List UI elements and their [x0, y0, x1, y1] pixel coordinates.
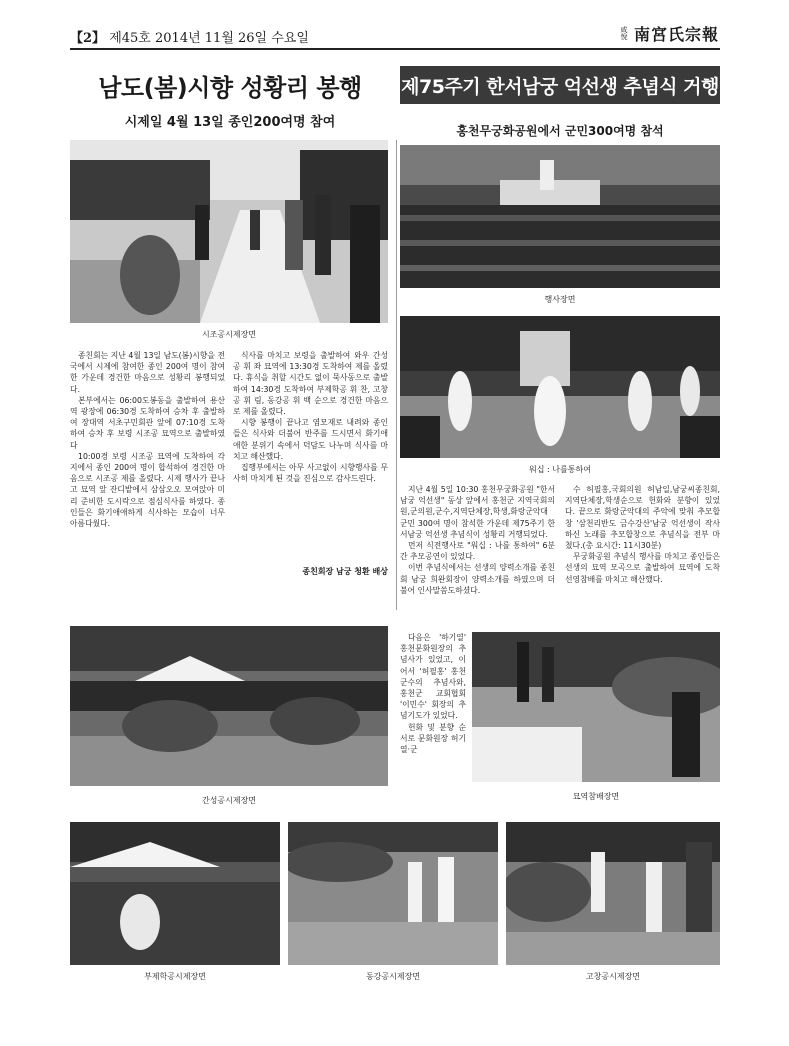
- right-article-col2: 수 허필홍,국회의원 허남일,남궁씨종친회,지역단체장,학생순으로 헌화와 분향이 있었다. 끝으로 화랑군악대의 주악에 맞춰 추모합창 '삼천리반도 금수강산'남궁 억선생이 작사하신 노래를 추모합창으로 추념식을 전부 마쳤다.(총 요시간: 11시30분) 무궁화공원 추념식 행사를 마치고 종인들은 선생의 묘역 모곡으로 출발하여 묘역에 도착 선영참배를 마치고 해산했다.: [565, 485, 720, 584]
- caption-bujehakgong: 부제학공시제장면: [144, 972, 206, 981]
- column-divider: [396, 140, 397, 610]
- right-article-narrow-col: 다음은 '하기열' 홍천문화원장의 추념사가 있었고, 이어서 '허필홍' 홍천군수의 추념사와, 홍천군 교회협회 '이민수' 회장의 추념기도가 있었다. 헌화 및 분향 순서로 문화원장 허기열·군: [400, 633, 466, 755]
- caption-donggangong: 동강공시제장면: [365, 972, 421, 981]
- left-article-title: 남도(봄)시향 성황리 봉행: [98, 74, 362, 102]
- left-article-subtitle: 시제일 4월 13일 종인200여명 참여: [124, 115, 336, 130]
- issue-date: 2014년 11월 26일 수요일: [155, 31, 309, 46]
- photo-sijogong-ceremony: [70, 140, 388, 323]
- photo-bujehakgong-ceremony: [70, 822, 280, 965]
- right-article-col1: 지난 4월 5일 10:30 홍천무궁화공원 "한서남궁 억선생" 동상 앞에서 홍천군 지역국회의원,군의원,군수,지역단체장,학생,화랑군악대 군민 300여 명이 참석한 가운데 제75주기 한서남궁 억선생 추념식이 성황리 거행되었다. 먼저 식전행사로 "워십 : 나를 통하여" 6분간 추모공연이 있었다. 이번 추념식에서는 선생의 양력소개를 종친회 남궁 희완회장이 양력소개를 하였으며 더불어 인사말씀도하셨다.: [400, 485, 555, 595]
- left-article-col1: 종친회는 지난 4월 13일 남도(봄)시향을 전국에서 시제에 참여한 종인 200여 명이 참여한 가운데 경건한 마음으로 성황리 봉행되었다. 본부에서는 06:00도봉동을 출발하여 용산역 광장에 06:30경 도착하여 승차 후 출발하여 장대역 서초구민회관 앞에 07:10경 도착하여 승차 후 보령 시조공 묘역으로 출발하였다 10:00경 보령 시조공 묘역에 도착하여 각지에서 종인 200여 명이 합석하여 경건한 마음으로 시조공 제를 올렸다. 시제 행사가 끝나고 묘역 앞 잔디밭에서 삼삼오오 모여앉아 미리 준비한 도시락으로 점심식사를 하였다. 종인들은 화기애애하게 식사하는 모습이 너무 아름다웠다.: [70, 351, 225, 529]
- masthead-seal: 咸 悅: [620, 25, 628, 41]
- caption-worship: 워십 : 나를통하여: [529, 465, 591, 474]
- caption-gochanggong: 고창공시제장면: [585, 972, 641, 981]
- photo-gochanggong-ceremony: [506, 822, 720, 965]
- photo-donggangong-ceremony: [288, 822, 498, 965]
- header-divider: [70, 48, 720, 50]
- page-header-info: [70, 27, 309, 46]
- photo-worship-dance: [400, 316, 720, 458]
- photo-ganseonggong-ceremony: [70, 626, 388, 786]
- right-article-subtitle: 홍천무궁화공원에서 군민300여명 참석: [456, 124, 664, 138]
- masthead: [620, 22, 719, 45]
- caption-grave-visit: 묘역참배장면: [572, 792, 620, 801]
- issue-number: 제45호: [109, 31, 151, 46]
- photo-grave-visit: [472, 632, 720, 782]
- caption-event-scene: 행사장면: [544, 295, 576, 304]
- left-article-col2: 식사를 마치고 보령을 출발하여 와우 간성공 휘 좌 묘역에 13:30경 도착하여 제를 올렸다. 휴식을 취할 시간도 없이 묵사동으로 출발하여 14:30경 도착하여 부제학공 휘 찬, 고창공 휘 림, 동강공 휘 백 순으로 경건한 마음으로 제를 올렸다. 시향 봉행이 끝나고 염모재로 내려와 종인들은 식사와 더불어 반주를 드시면서 화기애애한 분위기 속에서 덕담도 나누며 식사를 마치고 해산했다. 집행부에서는 아무 사고없이 시향행사를 무사히 마치게 된 것을 진심으로 감사드린다.: [233, 351, 388, 484]
- left-article-signature: 종친회장 남궁 청환 배상: [302, 567, 388, 576]
- photo-event-scene: [400, 145, 720, 288]
- page-number: 【2】: [70, 31, 106, 46]
- caption-ganseonggong: 간성공시제장면: [201, 796, 257, 805]
- caption-sijogong: 시조공시제장면: [201, 330, 257, 339]
- masthead-title: 南宮氏宗報: [633, 25, 719, 44]
- right-article-title: 제75주기 한서남궁 억선생 추념식 거행: [400, 66, 720, 104]
